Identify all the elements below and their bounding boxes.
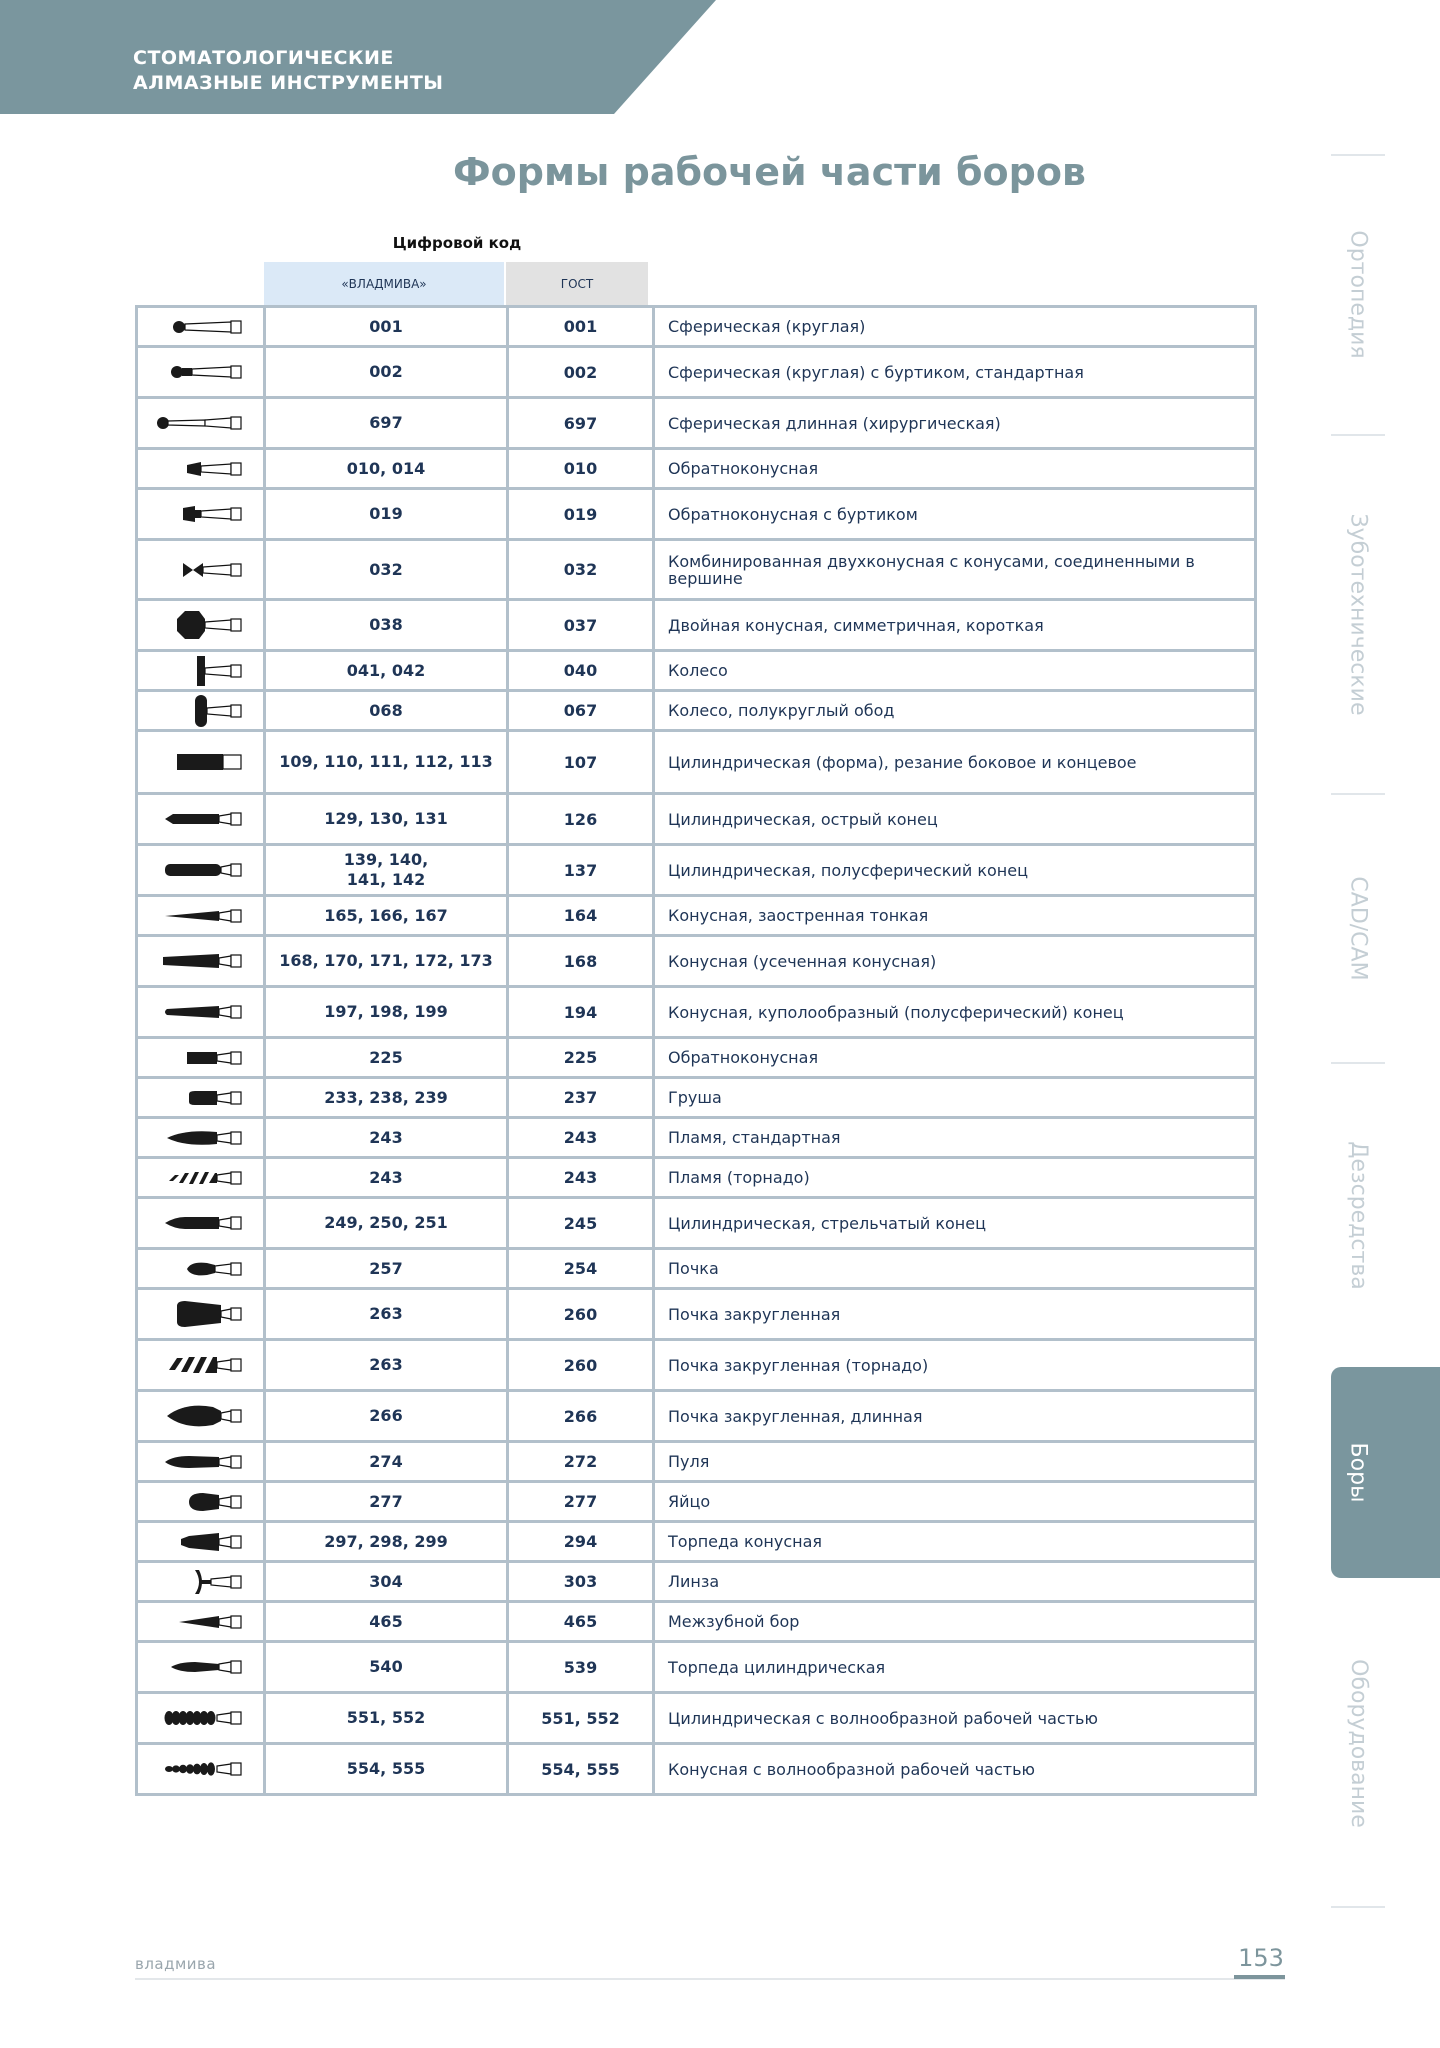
vladmiva-code: 263 (265, 1289, 508, 1340)
table-row (137, 1693, 1256, 1744)
gost-code: 243 (508, 1118, 654, 1158)
bur-shape-cell (137, 449, 265, 489)
shape-description: Цилиндрическая, острый конец (654, 794, 1256, 845)
shape-description: Цилиндрическая с волнообразной рабочей частью (654, 1693, 1256, 1744)
bur-shape-cell (137, 896, 265, 936)
bur-shape-cell (137, 398, 265, 449)
table-row (137, 398, 1256, 449)
cylinder-ogival-bur-icon (155, 1205, 247, 1241)
torpedo-cylinder-bur-icon (155, 1649, 247, 1685)
gost-code: 225 (508, 1038, 654, 1078)
table-row (137, 1602, 1256, 1642)
bud-bur-icon (155, 1251, 247, 1287)
gost-code: 002 (508, 347, 654, 398)
table-row (137, 1078, 1256, 1118)
table-row (137, 987, 1256, 1038)
table-row (137, 540, 1256, 600)
table-row (137, 1744, 1256, 1795)
bur-shape-cell (137, 1198, 265, 1249)
shape-description: Яйцо (654, 1482, 1256, 1522)
sphere-bur-icon (155, 309, 247, 345)
bur-shape-cell (137, 1642, 265, 1693)
bur-shape-cell (137, 1340, 265, 1391)
table-row (137, 1118, 1256, 1158)
vladmiva-code: 243 (265, 1158, 508, 1198)
shape-description: Торпеда конусная (654, 1522, 1256, 1562)
lens-bur-icon (155, 1564, 247, 1600)
bur-shape-cell (137, 540, 265, 600)
vladmiva-code: 554, 555 (265, 1744, 508, 1795)
table-row (137, 691, 1256, 731)
table-row (137, 1198, 1256, 1249)
shape-description: Цилиндрическая, стрельчатый конец (654, 1198, 1256, 1249)
nav-item-burs[interactable] (1331, 1367, 1385, 1578)
shape-description: Колесо, полукруглый обод (654, 691, 1256, 731)
header-band (0, 0, 720, 114)
shape-description: Конусная с волнообразной рабочей частью (654, 1744, 1256, 1795)
nav-item-label: Оборудование (1345, 1658, 1371, 1828)
bur-shape-cell (137, 936, 265, 987)
gost-code: 303 (508, 1562, 654, 1602)
shape-description: Почка закругленная (торнадо) (654, 1340, 1256, 1391)
footer-brand: владмива (135, 1955, 217, 1973)
vladmiva-code: 001 (265, 307, 508, 347)
table-row (137, 1522, 1256, 1562)
cylinder-round-end-bur-icon (155, 852, 247, 888)
inverted-cone-bur-icon (155, 451, 247, 487)
gost-code: 040 (508, 651, 654, 691)
shape-description: Цилиндрическая (форма), резание боковое и концевое (654, 731, 1256, 794)
vladmiva-code: 109, 110, 111, 112, 113 (265, 731, 508, 794)
column-header-vladmiva: «ВЛАДМИВА» (264, 262, 504, 306)
bur-shape-cell (137, 794, 265, 845)
bud-round-tornado-bur-icon (155, 1347, 247, 1383)
bur-shape-cell (137, 1158, 265, 1198)
gost-code: 010 (508, 449, 654, 489)
page-number-underline (1234, 1975, 1285, 1979)
cone-truncated-bur-icon (155, 943, 247, 979)
nav-item-label: Дезсредства (1345, 1140, 1371, 1290)
double-cone-short-bur-icon (155, 607, 247, 643)
vladmiva-code: 233, 238, 239 (265, 1078, 508, 1118)
bur-shape-cell (137, 600, 265, 651)
gost-code: 260 (508, 1340, 654, 1391)
cylinder-bur-icon (155, 744, 247, 780)
bur-shape-cell (137, 307, 265, 347)
bur-shape-cell (137, 347, 265, 398)
shape-description: Торпеда цилиндрическая (654, 1642, 1256, 1693)
nav-item-equipment[interactable] (1332, 1580, 1384, 1906)
table-row (137, 347, 1256, 398)
footer-line (135, 1978, 1285, 1980)
egg-bur-icon (155, 1484, 247, 1520)
table-row (137, 1391, 1256, 1442)
wheel-bur-icon (155, 653, 247, 689)
sphere-long-bur-icon (155, 405, 247, 441)
nav-item-label: Ортопедия (1345, 229, 1371, 359)
shape-description: Цилиндрическая, полусферический конец (654, 845, 1256, 896)
vladmiva-code: 129, 130, 131 (265, 794, 508, 845)
gost-code: 164 (508, 896, 654, 936)
gost-code: 107 (508, 731, 654, 794)
bur-shape-cell (137, 845, 265, 896)
gost-code: 037 (508, 600, 654, 651)
shape-description: Комбинированная двухконусная с конусами, соединенными в вершине (654, 540, 1256, 600)
bur-shape-cell (137, 1482, 265, 1522)
shape-description: Обратноконусная (654, 1038, 1256, 1078)
gost-code: 067 (508, 691, 654, 731)
page-number: 153 (1238, 1944, 1284, 1972)
bur-shape-cell (137, 1391, 265, 1442)
gost-code: 272 (508, 1442, 654, 1482)
table-row (137, 845, 1256, 896)
bur-shape-cell (137, 987, 265, 1038)
interdental-bur-icon (155, 1604, 247, 1640)
table-row (137, 936, 1256, 987)
vladmiva-code: 263 (265, 1340, 508, 1391)
table-row (137, 1249, 1256, 1289)
vladmiva-code: 168, 170, 171, 172, 173 (265, 936, 508, 987)
shape-description: Пуля (654, 1442, 1256, 1482)
nav-item-cad-cam[interactable] (1332, 795, 1384, 1061)
gost-code: 266 (508, 1391, 654, 1442)
bur-shape-cell (137, 489, 265, 540)
flame-tornado-bur-icon (155, 1160, 247, 1196)
gost-code: 137 (508, 845, 654, 896)
bur-shape-cell (137, 1289, 265, 1340)
vladmiva-code: 010, 014 (265, 449, 508, 489)
flame-bur-icon (155, 1120, 247, 1156)
bur-shape-cell (137, 691, 265, 731)
gost-code: 243 (508, 1158, 654, 1198)
table-row (137, 1642, 1256, 1693)
shape-description: Обратноконусная (654, 449, 1256, 489)
gost-code: 539 (508, 1642, 654, 1693)
bud-long-bur-icon (155, 1398, 247, 1434)
cone-thin-bur-icon (155, 898, 247, 934)
shape-description: Сферическая длинная (хирургическая) (654, 398, 1256, 449)
vladmiva-code: 038 (265, 600, 508, 651)
vladmiva-code: 465 (265, 1602, 508, 1642)
bur-shape-cell (137, 731, 265, 794)
section-title-line-1: СТОМАТОЛОГИЧЕСКИЕ (133, 47, 394, 69)
vladmiva-code: 032 (265, 540, 508, 600)
bur-shapes-table (135, 305, 1257, 1796)
vladmiva-code: 225 (265, 1038, 508, 1078)
gost-code: 254 (508, 1249, 654, 1289)
shape-description: Почка закругленная, длинная (654, 1391, 1256, 1442)
bur-shape-cell (137, 1744, 265, 1795)
gost-code: 554, 555 (508, 1744, 654, 1795)
vladmiva-code: 165, 166, 167 (265, 896, 508, 936)
bur-shape-cell (137, 1522, 265, 1562)
table-row (137, 794, 1256, 845)
vladmiva-code: 274 (265, 1442, 508, 1482)
shape-description: Пламя, стандартная (654, 1118, 1256, 1158)
gost-code: 277 (508, 1482, 654, 1522)
table-row (137, 1158, 1256, 1198)
nav-item-label: Зуботехнические (1345, 513, 1371, 715)
shape-description: Груша (654, 1078, 1256, 1118)
shape-description: Колесо (654, 651, 1256, 691)
sphere-collar-bur-icon (155, 354, 247, 390)
bur-shape-cell (137, 651, 265, 691)
pear-bur-icon (155, 1080, 247, 1116)
vladmiva-code: 197, 198, 199 (265, 987, 508, 1038)
nav-divider (1331, 1906, 1385, 1908)
gost-code: 194 (508, 987, 654, 1038)
vladmiva-code: 019 (265, 489, 508, 540)
nav-item-dental-lab[interactable] (1332, 436, 1384, 792)
gost-code: 237 (508, 1078, 654, 1118)
vladmiva-code: 697 (265, 398, 508, 449)
shape-description: Пламя (торнадо) (654, 1158, 1256, 1198)
bur-shape-cell (137, 1249, 265, 1289)
shape-description: Почка (654, 1249, 1256, 1289)
shape-description: Конусная (усеченная конусная) (654, 936, 1256, 987)
table-row (137, 307, 1256, 347)
shape-description: Обратноконусная с буртиком (654, 489, 1256, 540)
table-row (137, 1562, 1256, 1602)
shape-description: Конусная, куполообразный (полусферический) конец (654, 987, 1256, 1038)
vladmiva-code: 277 (265, 1482, 508, 1522)
shape-description: Линза (654, 1562, 1256, 1602)
shape-description: Сферическая (круглая) (654, 307, 1256, 347)
nav-item-orthopedics[interactable] (1332, 156, 1384, 432)
gost-code: 260 (508, 1289, 654, 1340)
gost-code: 032 (508, 540, 654, 600)
gost-code: 168 (508, 936, 654, 987)
vladmiva-code: 243 (265, 1118, 508, 1158)
gost-code: 465 (508, 1602, 654, 1642)
cone-dome-bur-icon (155, 994, 247, 1030)
gost-code: 294 (508, 1522, 654, 1562)
vladmiva-code: 068 (265, 691, 508, 731)
bur-shape-cell (137, 1078, 265, 1118)
nav-item-label: Боры (1345, 1442, 1371, 1503)
column-header-gost: ГОСТ (506, 262, 648, 306)
bur-shape-cell (137, 1442, 265, 1482)
cylinder-pointed-bur-icon (155, 801, 247, 837)
double-cone-bur-icon (155, 552, 247, 588)
page-title: Формы рабочей части боров (453, 150, 1086, 194)
table-row (137, 1340, 1256, 1391)
gost-code: 019 (508, 489, 654, 540)
vladmiva-code: 002 (265, 347, 508, 398)
gost-code: 697 (508, 398, 654, 449)
table-row (137, 1482, 1256, 1522)
table-row (137, 449, 1256, 489)
gost-code: 001 (508, 307, 654, 347)
nav-item-disinfectants[interactable] (1332, 1064, 1384, 1366)
wavy-cone-bur-icon (155, 1751, 247, 1787)
section-title-line-2: АЛМАЗНЫЕ ИНСТРУМЕНТЫ (133, 72, 444, 94)
table-row (137, 600, 1256, 651)
shape-description: Сферическая (круглая) с буртиком, стандартная (654, 347, 1256, 398)
wavy-cylinder-bur-icon (155, 1700, 247, 1736)
bur-shape-cell (137, 1118, 265, 1158)
bud-round-bur-icon (155, 1296, 247, 1332)
table-row (137, 651, 1256, 691)
shape-description: Межзубной бор (654, 1602, 1256, 1642)
table-row (137, 1289, 1256, 1340)
bullet-bur-icon (155, 1444, 247, 1480)
vladmiva-code: 304 (265, 1562, 508, 1602)
vladmiva-code: 551, 552 (265, 1693, 508, 1744)
vladmiva-code: 139, 140, 141, 142 (265, 845, 508, 896)
vladmiva-code: 540 (265, 1642, 508, 1693)
section-title (133, 46, 444, 96)
bur-shape-cell (137, 1602, 265, 1642)
shape-description: Двойная конусная, симметричная, короткая (654, 600, 1256, 651)
bur-shape-cell (137, 1562, 265, 1602)
vladmiva-code: 257 (265, 1249, 508, 1289)
gost-code: 245 (508, 1198, 654, 1249)
table-row (137, 896, 1256, 936)
shape-description: Почка закругленная (654, 1289, 1256, 1340)
vladmiva-code: 297, 298, 299 (265, 1522, 508, 1562)
shape-description: Конусная, заостренная тонкая (654, 896, 1256, 936)
nav-item-label: CAD/CAM (1345, 875, 1371, 981)
code-heading: Цифровой код (392, 234, 522, 252)
bur-shape-cell (137, 1693, 265, 1744)
table-row (137, 731, 1256, 794)
table-row (137, 1442, 1256, 1482)
table-row (137, 1038, 1256, 1078)
inverted-cone-short-bur-icon (155, 1040, 247, 1076)
vladmiva-code: 041, 042 (265, 651, 508, 691)
gost-code: 126 (508, 794, 654, 845)
inverted-cone-collar-bur-icon (155, 496, 247, 532)
wheel-round-bur-icon (155, 693, 247, 729)
table-row (137, 489, 1256, 540)
vladmiva-code: 266 (265, 1391, 508, 1442)
torpedo-cone-bur-icon (155, 1524, 247, 1560)
bur-shape-cell (137, 1038, 265, 1078)
vladmiva-code: 249, 250, 251 (265, 1198, 508, 1249)
gost-code: 551, 552 (508, 1693, 654, 1744)
